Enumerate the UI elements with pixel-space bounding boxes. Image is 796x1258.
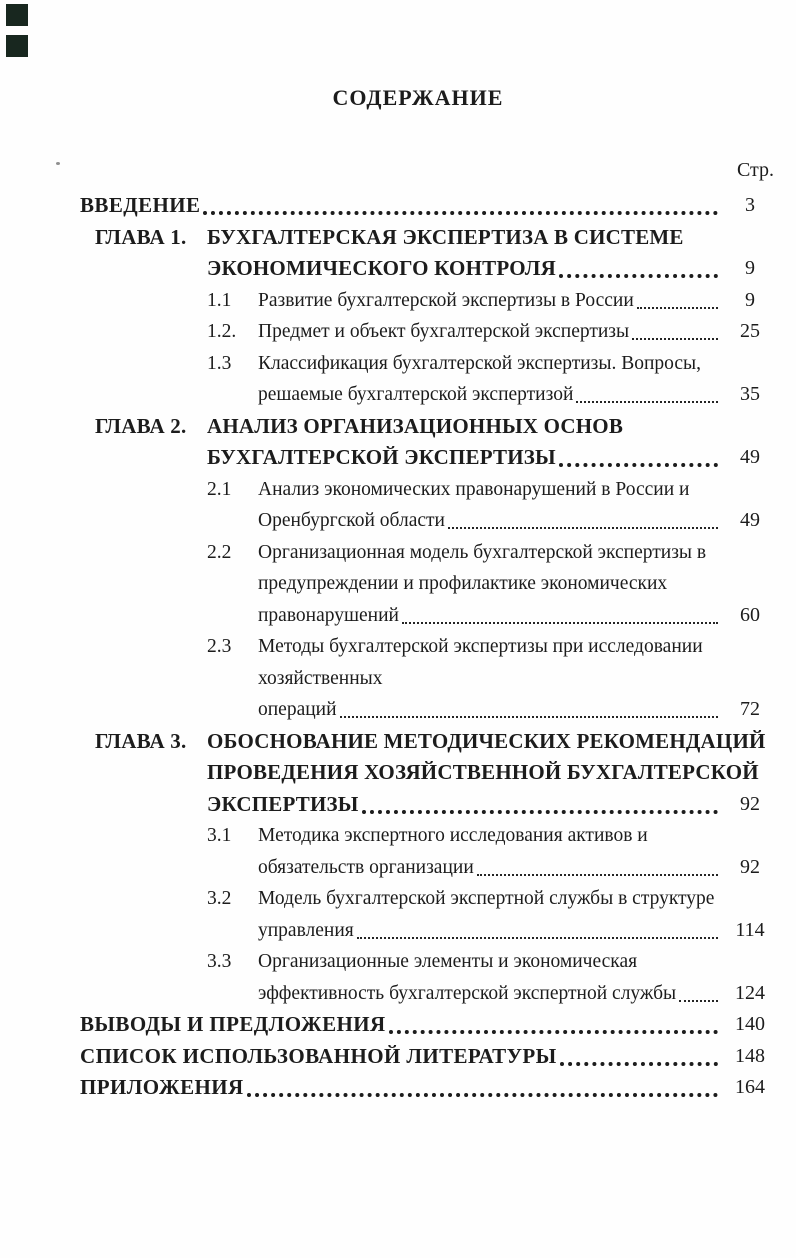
toc-page-number: 92 [740, 792, 760, 815]
dot-leader [362, 789, 718, 814]
toc-entry-text: эффективность бухгалтерской экспертной службы [258, 982, 677, 1004]
toc-row [0, 820, 796, 852]
toc-page-number: 3 [745, 194, 755, 216]
toc-row [0, 474, 796, 506]
toc-entry-text: СПИСОК ИСПОЛЬЗОВАННОЙ ЛИТЕРАТУРЫ [80, 1043, 557, 1068]
toc-page-number: 9 [745, 257, 755, 279]
toc-row [0, 348, 796, 380]
toc-entry-text: управления [258, 919, 354, 941]
toc-row [0, 1072, 796, 1104]
toc-row [0, 285, 796, 317]
toc-row [0, 442, 796, 474]
toc-page-number: 140 [735, 1013, 765, 1035]
toc-entry-text: хозяйственных [258, 667, 383, 689]
toc-entry-text: Организационная модель бухгалтерской экспертизы в [258, 541, 707, 563]
dot-leader [637, 285, 718, 309]
dot-leader [679, 978, 718, 1002]
toc-page-number: 35 [740, 383, 760, 405]
toc-page-number: 114 [735, 918, 765, 941]
toc-row [0, 663, 796, 695]
toc-entry-text: Классификация бухгалтерской экспертизы. Вопросы, [258, 352, 702, 374]
toc-row [0, 726, 796, 758]
toc-page-number: 49 [740, 446, 760, 468]
dot-leader [448, 505, 718, 529]
toc-row [0, 316, 796, 348]
toc-row [0, 568, 796, 600]
toc-entry-text: предупреждении и профилактике экономических [258, 573, 668, 594]
scan-corner-mark [6, 4, 28, 26]
dot-leader [559, 253, 718, 278]
toc-row [0, 789, 796, 821]
toc-row [0, 411, 796, 443]
toc-entry-number: 3.1 [207, 825, 232, 846]
dot-leader [402, 600, 718, 624]
toc-page-number: 124 [735, 981, 765, 1004]
toc-page-number: 9 [745, 288, 755, 311]
toc-row [0, 915, 796, 947]
dot-leader [340, 694, 718, 718]
dot-leader [203, 190, 718, 215]
toc-entry-number: ГЛАВА 1. [95, 224, 187, 249]
toc-page-number: 49 [740, 509, 760, 531]
toc-row [0, 1041, 796, 1073]
toc-entry-text: Модель бухгалтерской экспертной службы в структуре [258, 888, 715, 909]
toc-row [0, 600, 796, 632]
toc-entry-number: 2.1 [207, 478, 232, 500]
dot-leader [560, 1041, 718, 1066]
dot-leader [576, 379, 718, 403]
dot-leader [632, 316, 718, 340]
toc-entry-number: 1.1 [207, 289, 232, 311]
toc-entry-text: Анализ экономических правонарушений в России и [258, 478, 690, 500]
toc-list [0, 190, 796, 1104]
toc-row [0, 946, 796, 978]
toc-entry-text: ОБОСНОВАНИЕ МЕТОДИЧЕСКИХ РЕКОМЕНДАЦИЙ [207, 728, 766, 753]
toc-row [0, 190, 796, 222]
toc-entry-text: Предмет и объект бухгалтерской экспертизы [258, 321, 630, 342]
toc-entry-text: ПРИЛОЖЕНИЯ [80, 1075, 244, 1099]
dot-leader [357, 915, 718, 939]
toc-row [0, 852, 796, 884]
toc-entry-text: правонарушений [258, 604, 399, 626]
toc-entry-text: Оренбургской области [258, 510, 445, 531]
toc-entry-text: операций [258, 699, 337, 720]
toc-entry-text: Методы бухгалтерской экспертизы при исследовании [258, 636, 703, 657]
scan-speck [56, 162, 60, 165]
toc-page-number: 148 [735, 1044, 765, 1067]
toc-entry-number: ГЛАВА 3. [95, 728, 187, 753]
toc-entry-text: Развитие бухгалтерской экспертизы в России [258, 289, 634, 311]
toc-page-number: 164 [735, 1076, 765, 1098]
toc-row [0, 1009, 796, 1041]
toc-entry-text: ПРОВЕДЕНИЯ ХОЗЯЙСТВЕННОЙ БУХГАЛТЕРСКОЙ [207, 760, 759, 784]
toc-row [0, 537, 796, 569]
toc-page-number: 72 [740, 698, 760, 720]
toc-entry-number: 1.3 [207, 352, 232, 374]
dot-leader [247, 1072, 718, 1097]
toc-entry-number: 3.3 [207, 951, 232, 972]
toc-entry-number: 3.2 [207, 888, 232, 909]
toc-page-number: 60 [740, 603, 760, 626]
toc-entry-text: ВВЕДЕНИЕ [80, 193, 201, 217]
toc-row [0, 505, 796, 537]
toc-entry-text: БУХГАЛТЕРСКАЯ ЭКСПЕРТИЗА В СИСТЕМЕ [207, 224, 684, 249]
toc-entry-text: АНАЛИЗ ОРГАНИЗАЦИОННЫХ ОСНОВ [207, 413, 624, 438]
toc-row [0, 978, 796, 1010]
toc-entry-number: 2.3 [207, 636, 232, 657]
page-title: СОДЕРЖАНИЕ [332, 85, 504, 110]
toc-entry-text: ЭКСПЕРТИЗЫ [207, 791, 359, 816]
page-column-header: Стр. [736, 159, 774, 181]
scan-corner-mark [6, 35, 28, 57]
toc-entry-number: 2.2 [207, 541, 232, 563]
toc-entry-number: 1.2. [207, 321, 237, 342]
toc-row [0, 694, 796, 726]
dot-leader [559, 442, 718, 467]
toc-entry-number: ГЛАВА 2. [95, 413, 187, 438]
toc-row [0, 379, 796, 411]
toc-page-number: 92 [740, 855, 760, 878]
toc-entry-text: ЭКОНОМИЧЕСКОГО КОНТРОЛЯ [207, 256, 556, 280]
dot-leader [477, 852, 718, 876]
toc-entry-text: решаемые бухгалтерской экспертизой [258, 384, 574, 405]
toc-row [0, 222, 796, 254]
page-column-header-row [0, 158, 796, 182]
toc-entry-text: БУХГАЛТЕРСКОЙ ЭКСПЕРТИЗЫ [207, 445, 556, 469]
toc-row [0, 883, 796, 915]
toc-page-number: 25 [740, 320, 760, 342]
dot-leader [389, 1009, 718, 1034]
toc-row [0, 253, 796, 285]
toc-entry-text: Методика экспертного исследования активов и [258, 825, 648, 846]
toc-entry-text: ВЫВОДЫ И ПРЕДЛОЖЕНИЯ [80, 1012, 386, 1036]
toc-row [0, 631, 796, 663]
toc-row [0, 757, 796, 789]
toc-entry-text: Организационные элементы и экономическая [258, 951, 638, 972]
toc-entry-text: обязательств организации [258, 856, 474, 878]
